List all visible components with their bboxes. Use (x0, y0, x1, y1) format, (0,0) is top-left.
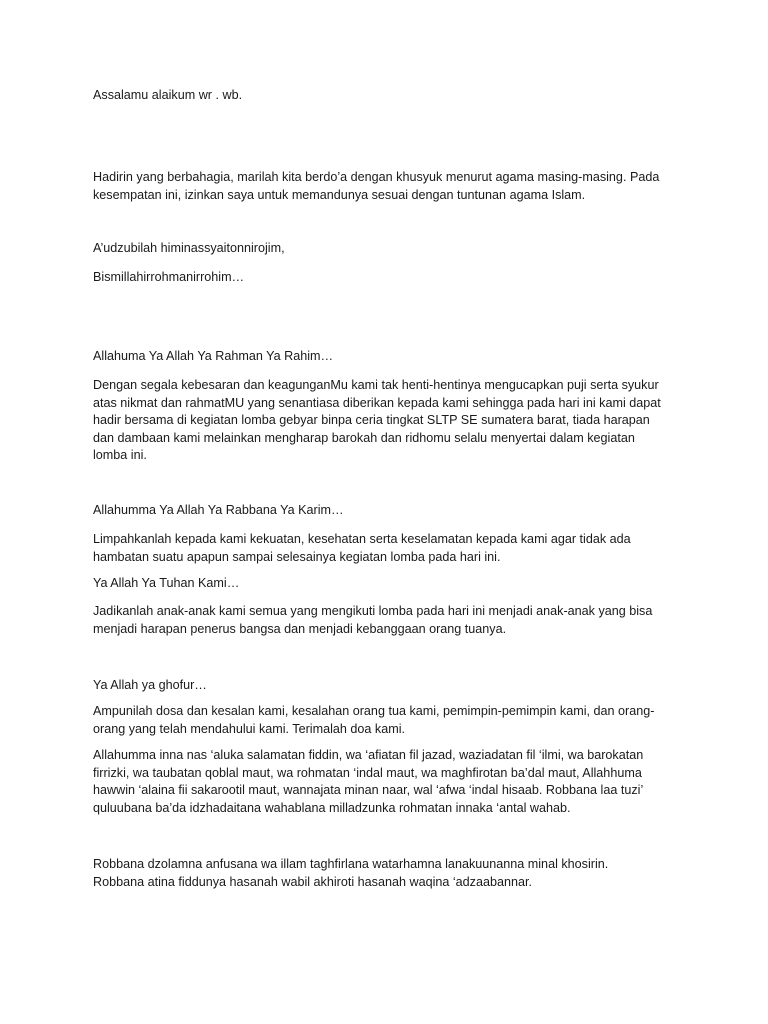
praise-line: Dengan segala kebesaran dan keagunganMu kami tak henti-hentinya mengucapkan puji serta syukur (93, 378, 659, 392)
forgiveness-paragraph (93, 703, 683, 738)
praise-line: dan dambaan kami melainkan mengharap barokah dan ridhomu selalu menyertai dalam kegiatan (93, 430, 635, 445)
arabic-prayer-line: quluubana ba’da idzhadaitana wahablana milladzunka rohmatan innaka ‘antal wahab. (93, 800, 571, 815)
basmalah-line: Bismillahirrohmanirrohim… (93, 270, 245, 284)
arabic-prayer-line: firrizki, wa taubatan qoblal maut, wa rohmatan ‘indal maut, wa maghfirotan ba’dal maut, Allahhuma (93, 765, 642, 780)
request-children-line: Jadikanlah anak-anak kami semua yang mengikuti lomba pada hari ini menjadi anak-anak yang bisa (93, 604, 653, 618)
arabic-prayer-line: Allahumma inna nas ‘aluka salamatan fiddin, wa ‘afiatan fil jazad, waziadatan fil ‘ilmi, wa barokatan (93, 748, 644, 762)
invocation-2 (93, 502, 683, 520)
invocation-1 (93, 348, 683, 366)
invocation-3 (93, 575, 683, 593)
greeting (93, 87, 683, 105)
praise-paragraph (93, 377, 683, 465)
praise-line: atas nikmat dan rahmatMU yang senantiasa diberikan kepada kami sehingga pada hari ini kami dapat (93, 395, 661, 410)
invocation-4 (93, 677, 683, 695)
request-strength-line: Limpahkanlah kepada kami kekuatan, kesehatan serta keselamatan kepada kami agar tidak ada (93, 532, 631, 546)
invocation-4-line: Ya Allah ya ghofur… (93, 678, 207, 692)
request-strength-paragraph (93, 531, 683, 566)
request-strength-line: hambatan suatu apapun sampai selesainya kegiatan lomba pada hari ini. (93, 549, 501, 564)
closing-line: Robbana dzolamna anfusana wa illam taghfirlana watarhamna lanakuunanna minal khosirin. (93, 857, 609, 871)
forgiveness-line: orang yang telah mendahului kami. Terimalah doa kami. (93, 721, 405, 736)
request-children-paragraph (93, 603, 683, 638)
greeting-line: Assalamu alaikum wr . wb. (93, 88, 243, 102)
arabic-prayer-paragraph (93, 747, 683, 817)
intro-line: Hadirin yang berbahagia, marilah kita berdo’a dengan khusyuk menurut agama masing-masing. Pada (93, 170, 660, 184)
praise-line: hadir bersama di kegiatan lomba gebyar binpa ceria tingkat SLTP SE sumatera barat, tiada harapan (93, 413, 650, 428)
basmalah (93, 269, 683, 287)
taawudz (93, 240, 683, 258)
intro-line: kesempatan ini, izinkan saya untuk memandunya sesuai dengan tuntunan agama Islam. (93, 187, 586, 202)
closing-paragraph (93, 856, 683, 891)
intro-paragraph (93, 169, 683, 204)
closing-line: Robbana atina fiddunya hasanah wabil akhiroti hasanah waqina ‘adzaabannar. (93, 874, 533, 889)
invocation-3-line: Ya Allah Ya Tuhan Kami… (93, 576, 240, 590)
invocation-2-line: Allahumma Ya Allah Ya Rabbana Ya Karim… (93, 503, 344, 517)
taawudz-line: A’udzubilah himinassyaitonnirojim, (93, 241, 285, 255)
forgiveness-line: Ampunilah dosa dan kesalan kami, kesalahan orang tua kami, pemimpin-pemimpin kami, dan orang- (93, 704, 655, 718)
arabic-prayer-line: hawwin ‘alaina fii sakarootil maut, wannajata minan naar, wal ‘afwa ‘indal hisaab. Robbana laa tuzi’ (93, 783, 644, 798)
praise-line: lomba ini. (93, 448, 147, 463)
invocation-1-line: Allahuma Ya Allah Ya Rahman Ya Rahim… (93, 349, 334, 363)
request-children-line: menjadi harapan penerus bangsa dan menjadi kebanggaan orang tuanya. (93, 621, 507, 636)
